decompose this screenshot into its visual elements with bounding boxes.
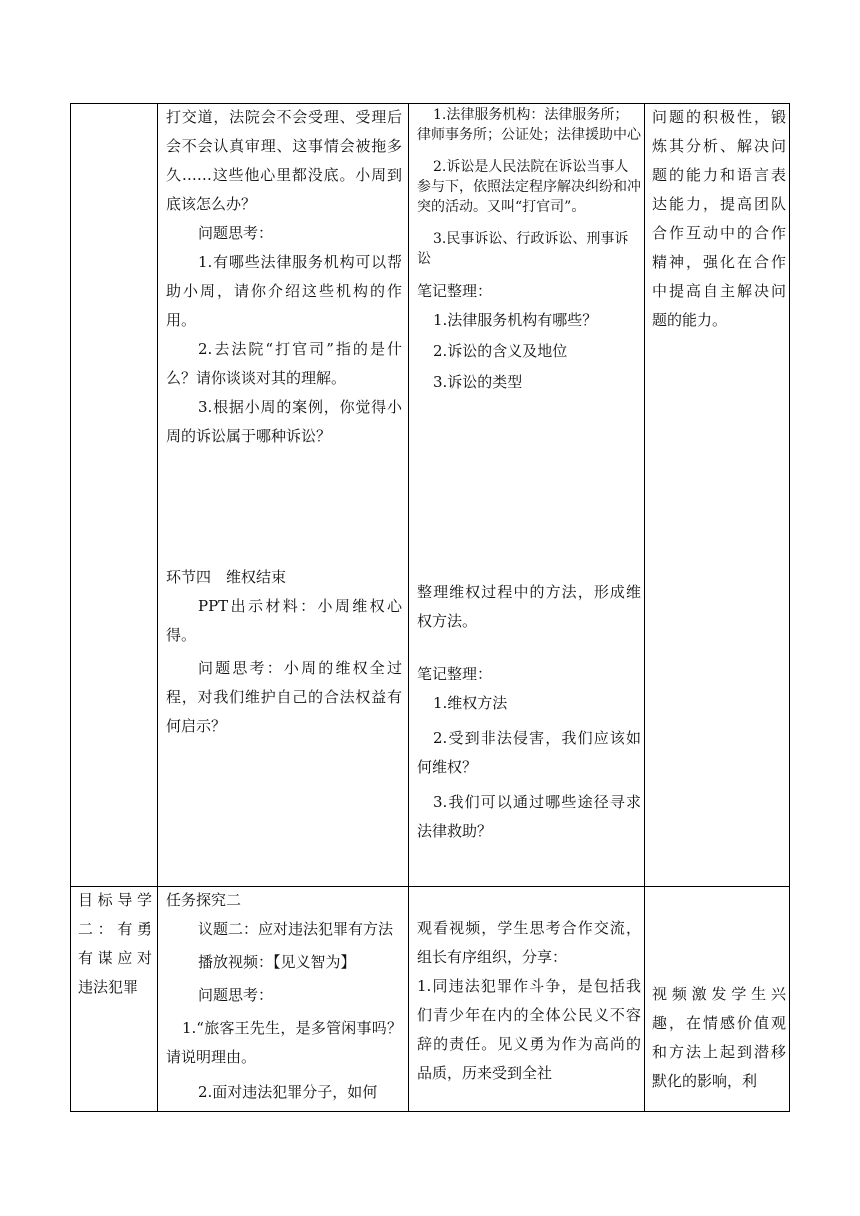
note-2: 2.诉讼的含义及地位 [433, 342, 568, 360]
row2-activity-cell [417, 914, 641, 1088]
row2-content-cell [166, 886, 402, 1107]
section4-question: 问题思考：小周的维权全过程，对我们维护自己的合法权益有何启示？ [166, 659, 402, 735]
row2-question-2: 2.面对违法犯罪分子，如何 [198, 1083, 378, 1101]
section4-summary: 整理维权过程中的方法，形成维权方法。 [417, 583, 641, 630]
question-2: 2.去法院“打官司”指的是什么？请你谈谈对其的理解。 [166, 340, 402, 387]
row2-design-intent: 视频激发学生兴趣，在情感价值观和方法上起到潜移默化的影响，利 [652, 985, 786, 1090]
row2-activity-intro: 观看视频，学生思考合作交流，组长有序组织，分享： [417, 919, 641, 966]
goal-label: 目标导学二：有勇有谋应对违法犯罪 [78, 891, 152, 996]
row2-intent-cell [652, 980, 786, 1096]
answer-1: 1.法律服务机构：法律服务所；律师事务所；公证处；法律援助中心 [417, 107, 641, 143]
table-col-divider-1 [157, 103, 158, 1112]
section4-note-3: 3.我们可以通过哪些途径寻求法律救助？ [417, 793, 641, 840]
section4-note-2: 2.受到非法侵害，我们应该如何维权？ [417, 729, 641, 776]
note-3: 3.诉讼的类型 [433, 373, 523, 391]
topic-two: 议题二：应对违法犯罪有方法 [198, 920, 394, 938]
table-col-divider-3 [644, 103, 645, 1112]
table-border-left [70, 103, 71, 1112]
question-3: 3.根据小周的案例，你觉得小周的诉讼属于哪种诉讼？ [166, 398, 402, 445]
row1-intent-cell [652, 103, 786, 335]
section4-content-cell [166, 563, 402, 741]
case-intro-text: 打交道，法院会不会受理、受理后会不会认真审理、这事情会被拖多久……这些他心里都没底。小周到底该怎么办？ [166, 108, 402, 213]
section4-ppt-material: PPT出示材料：小周维权心得。 [166, 597, 402, 644]
table-border-right [789, 103, 790, 1112]
video-line: 播放视频：【见义智为】 [198, 953, 356, 971]
section4-activity-cell [417, 578, 641, 846]
section4-note-1: 1.维权方法 [433, 694, 508, 712]
task-title: 任务探究二 [166, 891, 242, 909]
design-intent-text: 问题的积极性，锻炼其分析、解决问题的能力和语言表达能力，提高团队合作互动中的合作精神，强化在合作中提高自主解决问题的能力。 [652, 108, 786, 329]
row2-goal-cell [78, 886, 152, 1002]
row2-question-title: 问题思考： [198, 986, 274, 1004]
question-title: 问题思考： [198, 224, 274, 242]
row1-activity-cell [417, 104, 641, 397]
question-1: 1.有哪些法律服务机构可以帮助小周，请你介绍这些机构的作用。 [166, 253, 402, 329]
answer-3: 3.民事诉讼、行政诉讼、刑事诉讼 [417, 231, 629, 267]
row1-content-cell [166, 103, 402, 451]
note-1: 1.法律服务机构有哪些？ [433, 311, 598, 329]
section4-notes-title: 笔记整理： [417, 665, 493, 683]
notes-title: 笔记整理： [417, 282, 493, 300]
answer-2: 2.诉讼是人民法院在诉讼当事人参与下，依照法定程序解决纠纷和冲突的活动。又叫“打官司”。 [417, 159, 641, 215]
row2-question-1: 1.“旅客王先生，是多管闲事吗？请说明理由。 [166, 1019, 402, 1066]
section4-title: 环节四 维权结束 [166, 568, 287, 586]
table-border-bottom [70, 1111, 790, 1112]
row2-answer-1: 1.同违法犯罪作斗争，是包括我们青少年在内的全体公民义不容辞的责任。见义勇为作为高尚的品质，历来受到全社 [417, 977, 641, 1082]
table-col-divider-2 [408, 103, 409, 1112]
